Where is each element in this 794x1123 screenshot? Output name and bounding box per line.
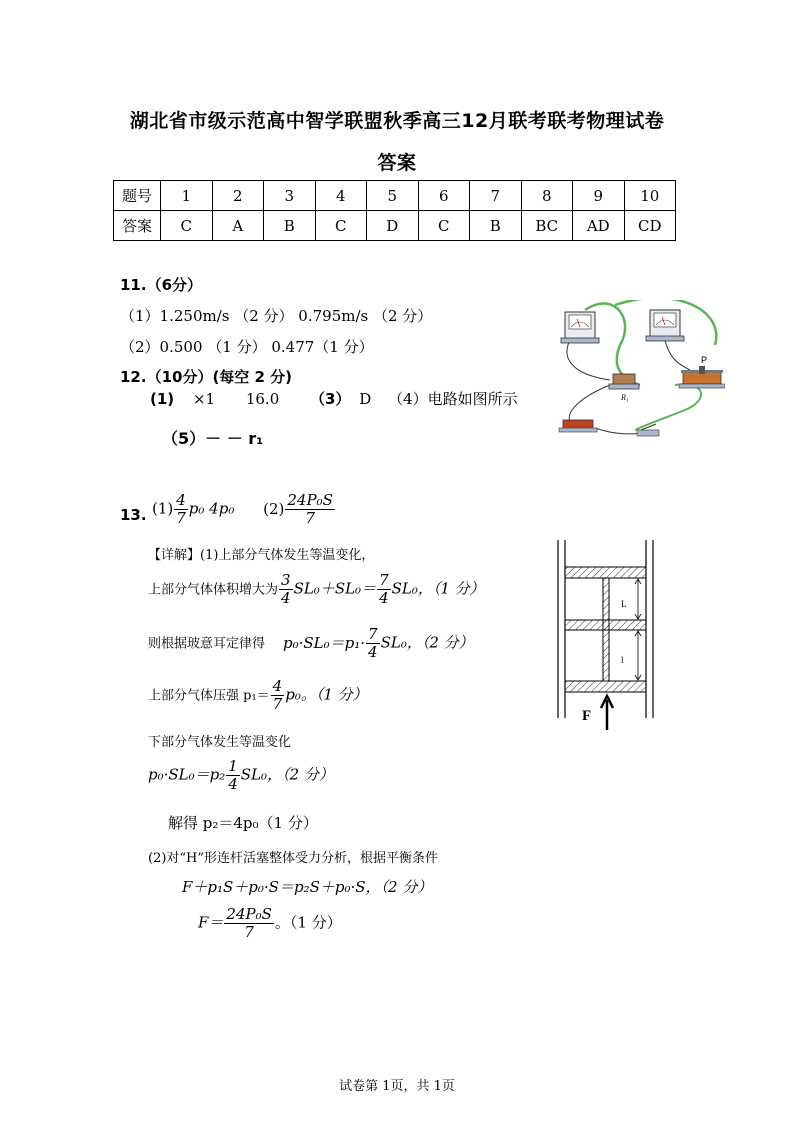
table-cell: 4: [315, 181, 367, 211]
rheostat-icon: [679, 366, 725, 388]
voltmeter-icon: [561, 312, 599, 343]
resistor-icon: [609, 374, 639, 389]
step-text: 上部分气体压强 p₁＝: [148, 688, 270, 704]
q13-step7: (2)对“H”形连杆活塞整体受力分析，根据平衡条件: [148, 851, 439, 866]
denominator: 4: [228, 775, 238, 793]
denominator: 4: [368, 643, 378, 661]
step-formula: SL₀，（2 分）: [380, 633, 474, 652]
step-text: 上部分气体体积增大为: [148, 582, 279, 598]
q12-part3-label: （3）: [310, 390, 351, 408]
fraction: [377, 572, 391, 607]
q11-line1: （1）1.250m/s （2 分） 0.795m/s （2 分）: [120, 307, 433, 325]
ammeter-icon: [646, 310, 684, 341]
table-cell: C: [315, 211, 367, 241]
fraction: [226, 758, 240, 793]
q11-heading: 11.（6分）: [120, 276, 203, 294]
numerator: 24P₀S: [287, 491, 333, 509]
step-formula: SL₀，（2 分）: [240, 765, 334, 784]
page-footer: 试卷第 1页，共 1页: [339, 1079, 455, 1094]
table-cell: 答案: [114, 211, 161, 241]
q13-step9: [198, 906, 342, 941]
q12-part3-answer: D: [359, 390, 372, 408]
table-cell: B: [264, 211, 316, 241]
upper-length-label: L: [621, 599, 627, 609]
q13-step3: [148, 678, 368, 713]
numerator: 4: [176, 491, 186, 509]
table-cell: C: [161, 211, 213, 241]
q13-step1: [148, 572, 485, 607]
table-cell: 6: [418, 181, 470, 211]
q12-part2-answer: 16.0: [245, 390, 280, 408]
table-cell: 8: [521, 181, 573, 211]
table-cell: 9: [573, 181, 625, 211]
switch-icon: [637, 424, 659, 436]
step-formula: p₀。（1 分）: [285, 685, 368, 704]
answer-subtitle: 答案: [377, 152, 417, 174]
fraction: [366, 626, 380, 661]
cylinder-diagram: [552, 540, 664, 758]
q13-step5: [148, 758, 334, 793]
numerator: 1: [228, 757, 238, 775]
q13-number: 13.: [120, 506, 147, 524]
q12-part1-answer: ×1: [192, 390, 216, 408]
lower-piston: [565, 681, 646, 692]
upper-piston: [565, 567, 646, 578]
numerator: 4: [272, 677, 283, 695]
q13-ans2-label: (2): [263, 499, 285, 518]
table-cell: D: [367, 211, 419, 241]
table-cell: 3: [264, 181, 316, 211]
q13-step2: [148, 626, 474, 661]
step-formula: F＝: [198, 913, 224, 932]
circuit-diagram: [555, 300, 725, 445]
q13-detail: 【详解】(1)上部分气体发生等温变化，: [148, 548, 375, 563]
q12-line1: [150, 388, 518, 409]
numerator: 3: [281, 571, 291, 589]
fraction: [271, 678, 285, 713]
table-cell: CD: [624, 211, 676, 241]
table-header-row: [114, 181, 676, 211]
arrow-up-icon: [601, 696, 613, 730]
table-cell: 10: [624, 181, 676, 211]
q13-ans1-rest: p₀ 4p₀: [188, 499, 235, 518]
fraction: [285, 492, 334, 527]
step-formula: 。（1 分）: [274, 913, 342, 932]
numerator: 7: [368, 625, 378, 643]
fraction: [174, 492, 188, 527]
table-cell: 5: [367, 181, 419, 211]
denominator: 7: [272, 695, 283, 713]
fraction: [224, 906, 273, 941]
answer-table: [113, 180, 676, 241]
q13-step6: 解得 p₂＝4p₀（1 分）: [168, 814, 318, 832]
table-cell: 7: [470, 181, 522, 211]
denominator: 7: [176, 509, 186, 527]
table-cell: 题号: [114, 181, 161, 211]
table-cell: A: [212, 211, 264, 241]
slider-label: P: [701, 355, 708, 365]
q12-part1-label: (1): [150, 390, 175, 408]
denominator: 7: [305, 509, 315, 527]
resistor-label: R₁: [621, 393, 629, 402]
q12-heading: 12.（10分）(每空 2 分): [120, 368, 293, 386]
denominator: 4: [281, 589, 291, 607]
step-text: 则根据玻意耳定律得: [148, 636, 266, 652]
q13-step8: [182, 876, 432, 897]
q11-line2: （2）0.500 （1 分） 0.477（1 分）: [120, 338, 374, 356]
q13-ans1-label: (1): [152, 499, 174, 518]
q13-step4: 下部分气体发生等温变化: [148, 735, 292, 750]
step-formula: F＋p₁S＋p₀·S＝p₂S＋p₀·S，（2 分）: [182, 878, 433, 896]
table-cell: C: [418, 211, 470, 241]
battery-icon: [559, 420, 597, 432]
table-cell: 2: [212, 181, 264, 211]
numerator: 7: [379, 571, 389, 589]
table-cell: BC: [521, 211, 573, 241]
numerator: 24P₀S: [226, 905, 272, 923]
force-label: F: [582, 708, 592, 724]
q12-line2: （5）－ － r₁: [162, 429, 264, 448]
step-formula: SL₀，（1 分）: [391, 579, 485, 598]
exam-title: 湖北省市级示范高中智学联盟秋季高三12月联考联考物理试卷: [129, 110, 665, 132]
step-formula: p₀·SL₀＝p₂: [148, 765, 226, 784]
fraction: [279, 572, 293, 607]
q12-part4-answer: （4）电路如图所示: [388, 390, 518, 408]
table-row: [114, 211, 676, 241]
lower-length-label: l: [621, 655, 624, 665]
table-cell: AD: [573, 211, 625, 241]
denominator: 4: [379, 589, 389, 607]
step-formula: SL₀＋SL₀＝: [293, 579, 377, 598]
step-formula: p₀·SL₀＝p₁·: [283, 633, 366, 652]
denominator: 7: [244, 923, 254, 941]
q13-answer-summary: [152, 492, 336, 527]
table-cell: 1: [161, 181, 213, 211]
connecting-rod: [603, 578, 609, 681]
table-cell: B: [470, 211, 522, 241]
